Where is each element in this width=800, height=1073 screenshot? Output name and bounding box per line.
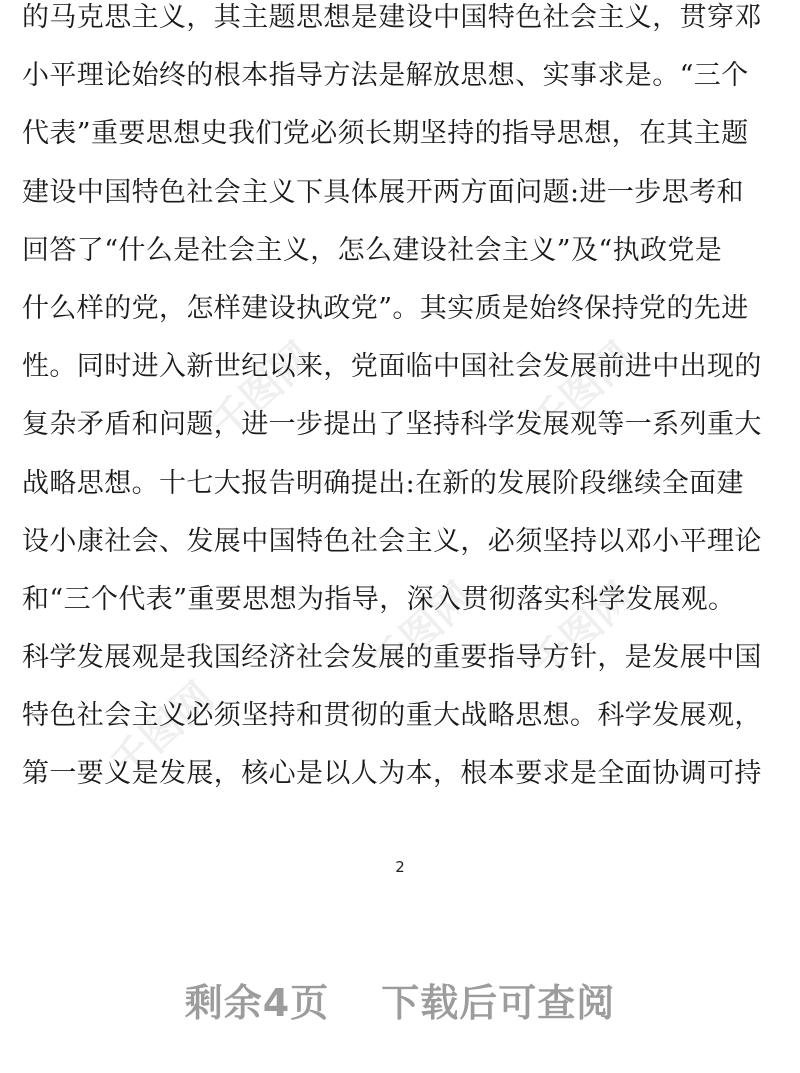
text-line: 什么样的党，怎样建设执政党”。其实质是始终保持党的先进 xyxy=(22,292,749,324)
watermark-4: 千图网 xyxy=(522,573,643,689)
text-line: 复杂矛盾和问题，进一步提出了坚持科学发展观等一系列重大 xyxy=(22,409,762,441)
text-line: 建设中国特色社会主义下具体展开两方面问题:进一步思考和 xyxy=(22,176,744,208)
watermark-5: 千图网 xyxy=(102,673,223,789)
text-line: 和“三个代表”重要思想为指导，深入贯彻落实科学发展观。 xyxy=(22,583,736,615)
text-line: 设小康社会、发展中国特色社会主义，必须坚持以邓小平理论 xyxy=(22,525,762,557)
watermark-3: 千图网 xyxy=(362,573,483,689)
text-line: 战略思想。十七大报告明确提出:在新的发展阶段继续全面建 xyxy=(22,467,744,499)
text-line: 的马克思主义，其主题思想是建设中国特色社会主义，贯穿邓 xyxy=(22,2,762,33)
text-line: 科学发展观是我国经济社会发展的重要指导方针，是发展中国 xyxy=(22,642,762,674)
watermark-1: 千图网 xyxy=(202,333,323,449)
text-line: 第一要义是发展，核心是以人为本，根本要求是全面协调可持 xyxy=(22,758,762,790)
text-line: 代表”重要思想史我们党必须长期坚持的指导思想，在其主题 xyxy=(22,118,749,150)
text-line: 回答了“什么是社会主义，怎么建设社会主义”及“执政党是 xyxy=(22,234,723,266)
download-banner[interactable] xyxy=(0,972,800,1027)
page-number: 2 xyxy=(395,858,405,876)
text-line: 特色社会主义必须坚持和贯彻的重大战略思想。科学发展观， xyxy=(22,700,762,732)
remaining-pages-label[interactable]: 剩余4页 xyxy=(184,981,330,1025)
download-prompt-label[interactable]: 下载后可查阅 xyxy=(381,981,616,1025)
text-line: 性。同时进入新世纪以来，党面临中国社会发展前进中出现的 xyxy=(22,351,762,383)
body-text xyxy=(22,0,782,815)
watermark-2: 千图网 xyxy=(522,333,643,449)
text-line: 小平理论始终的根本指导方法是解放思想、实事求是。“三个 xyxy=(22,60,749,92)
